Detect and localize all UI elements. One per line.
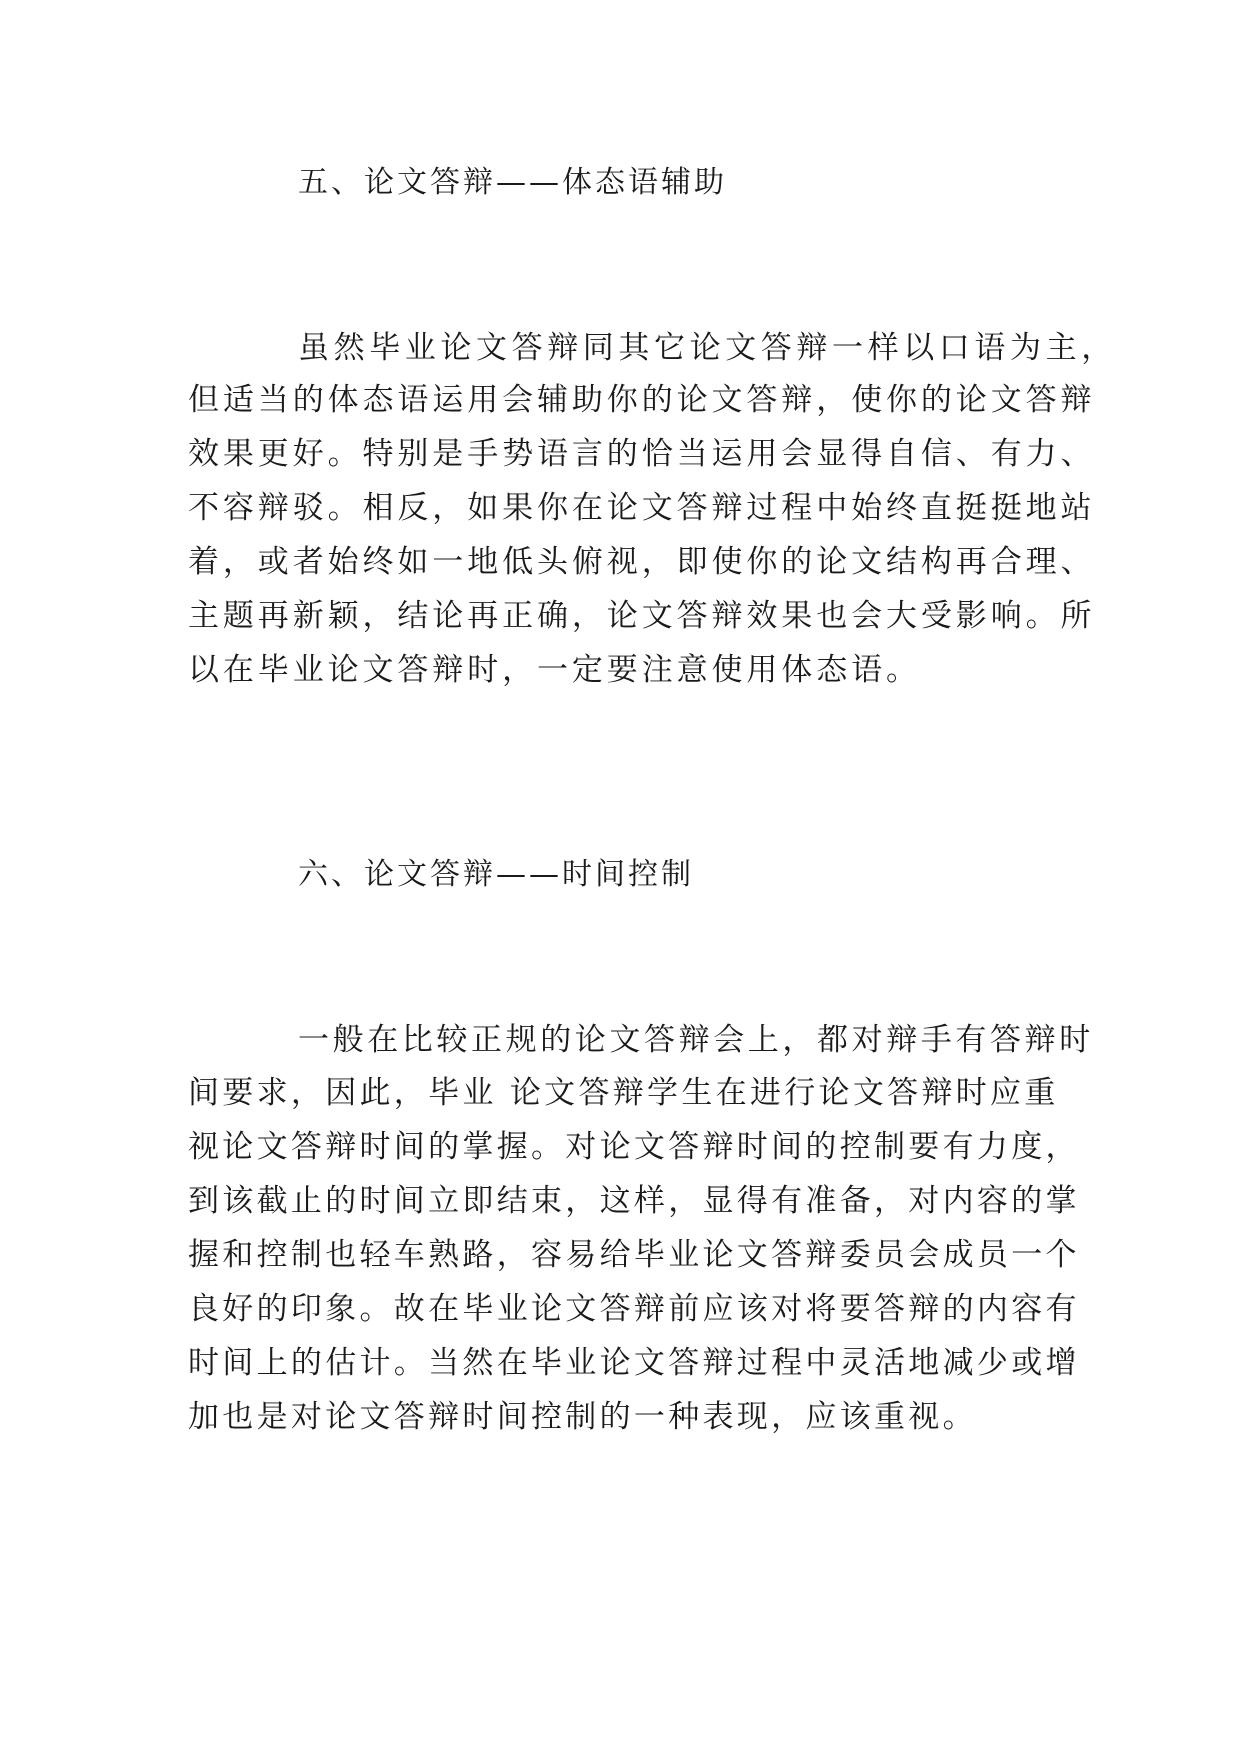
paragraph-line: 但适当的体态语运用会辅助你的论文答辩，使你的论文答辩 <box>188 382 1096 418</box>
paragraph-line: 以在毕业论文答辩时，一定要注意使用体态语。 <box>188 652 921 688</box>
paragraph-line: 握和控制也轻车熟路，容易给毕业论文答辩委员会成员一个 <box>188 1237 1080 1273</box>
section-heading: 六、论文答辩——时间控制 <box>298 857 694 892</box>
paragraph-line: 一般在比较正规的论文答辩会上，都对辩手有答辩时 <box>298 1022 1094 1058</box>
paragraph-line: 不容辩驳。相反，如果你在论文答辩过程中始终直挺挺地站 <box>188 490 1096 526</box>
paragraph-line: 时间上的估计。当然在毕业论文答辩过程中灵活地减少或增 <box>188 1345 1080 1381</box>
paragraph-line: 到该截止的时间立即结束，这样，显得有准备，对内容的掌 <box>188 1183 1080 1219</box>
section-heading: 五、论文答辩——体态语辅助 <box>298 165 727 200</box>
paragraph-line: 视论文答辩时间的掌握。对论文答辩时间的控制要有力度， <box>188 1129 1080 1165</box>
paragraph-line: 着，或者始终如一地低头俯视，即使你的论文结构再合理、 <box>188 544 1096 580</box>
paragraph-line: 加也是对论文答辩时间控制的一种表现，应该重视。 <box>188 1399 977 1435</box>
paragraph-line: 效果更好。特别是手势语言的恰当运用会显得自信、有力、 <box>188 436 1096 472</box>
paragraph-line: 虽然毕业论文答辩同其它论文答辩一样以口语为主， <box>298 330 1117 366</box>
paragraph-line: 主题再新颖，结论再正确，论文答辩效果也会大受影响。所 <box>188 598 1096 634</box>
paragraph-line: 良好的印象。故在毕业论文答辩前应该对将要答辩的内容有 <box>188 1291 1080 1327</box>
paragraph-line: 间要求，因此，毕业 论文答辩学生在进行论文答辩时应重 <box>188 1075 1059 1111</box>
